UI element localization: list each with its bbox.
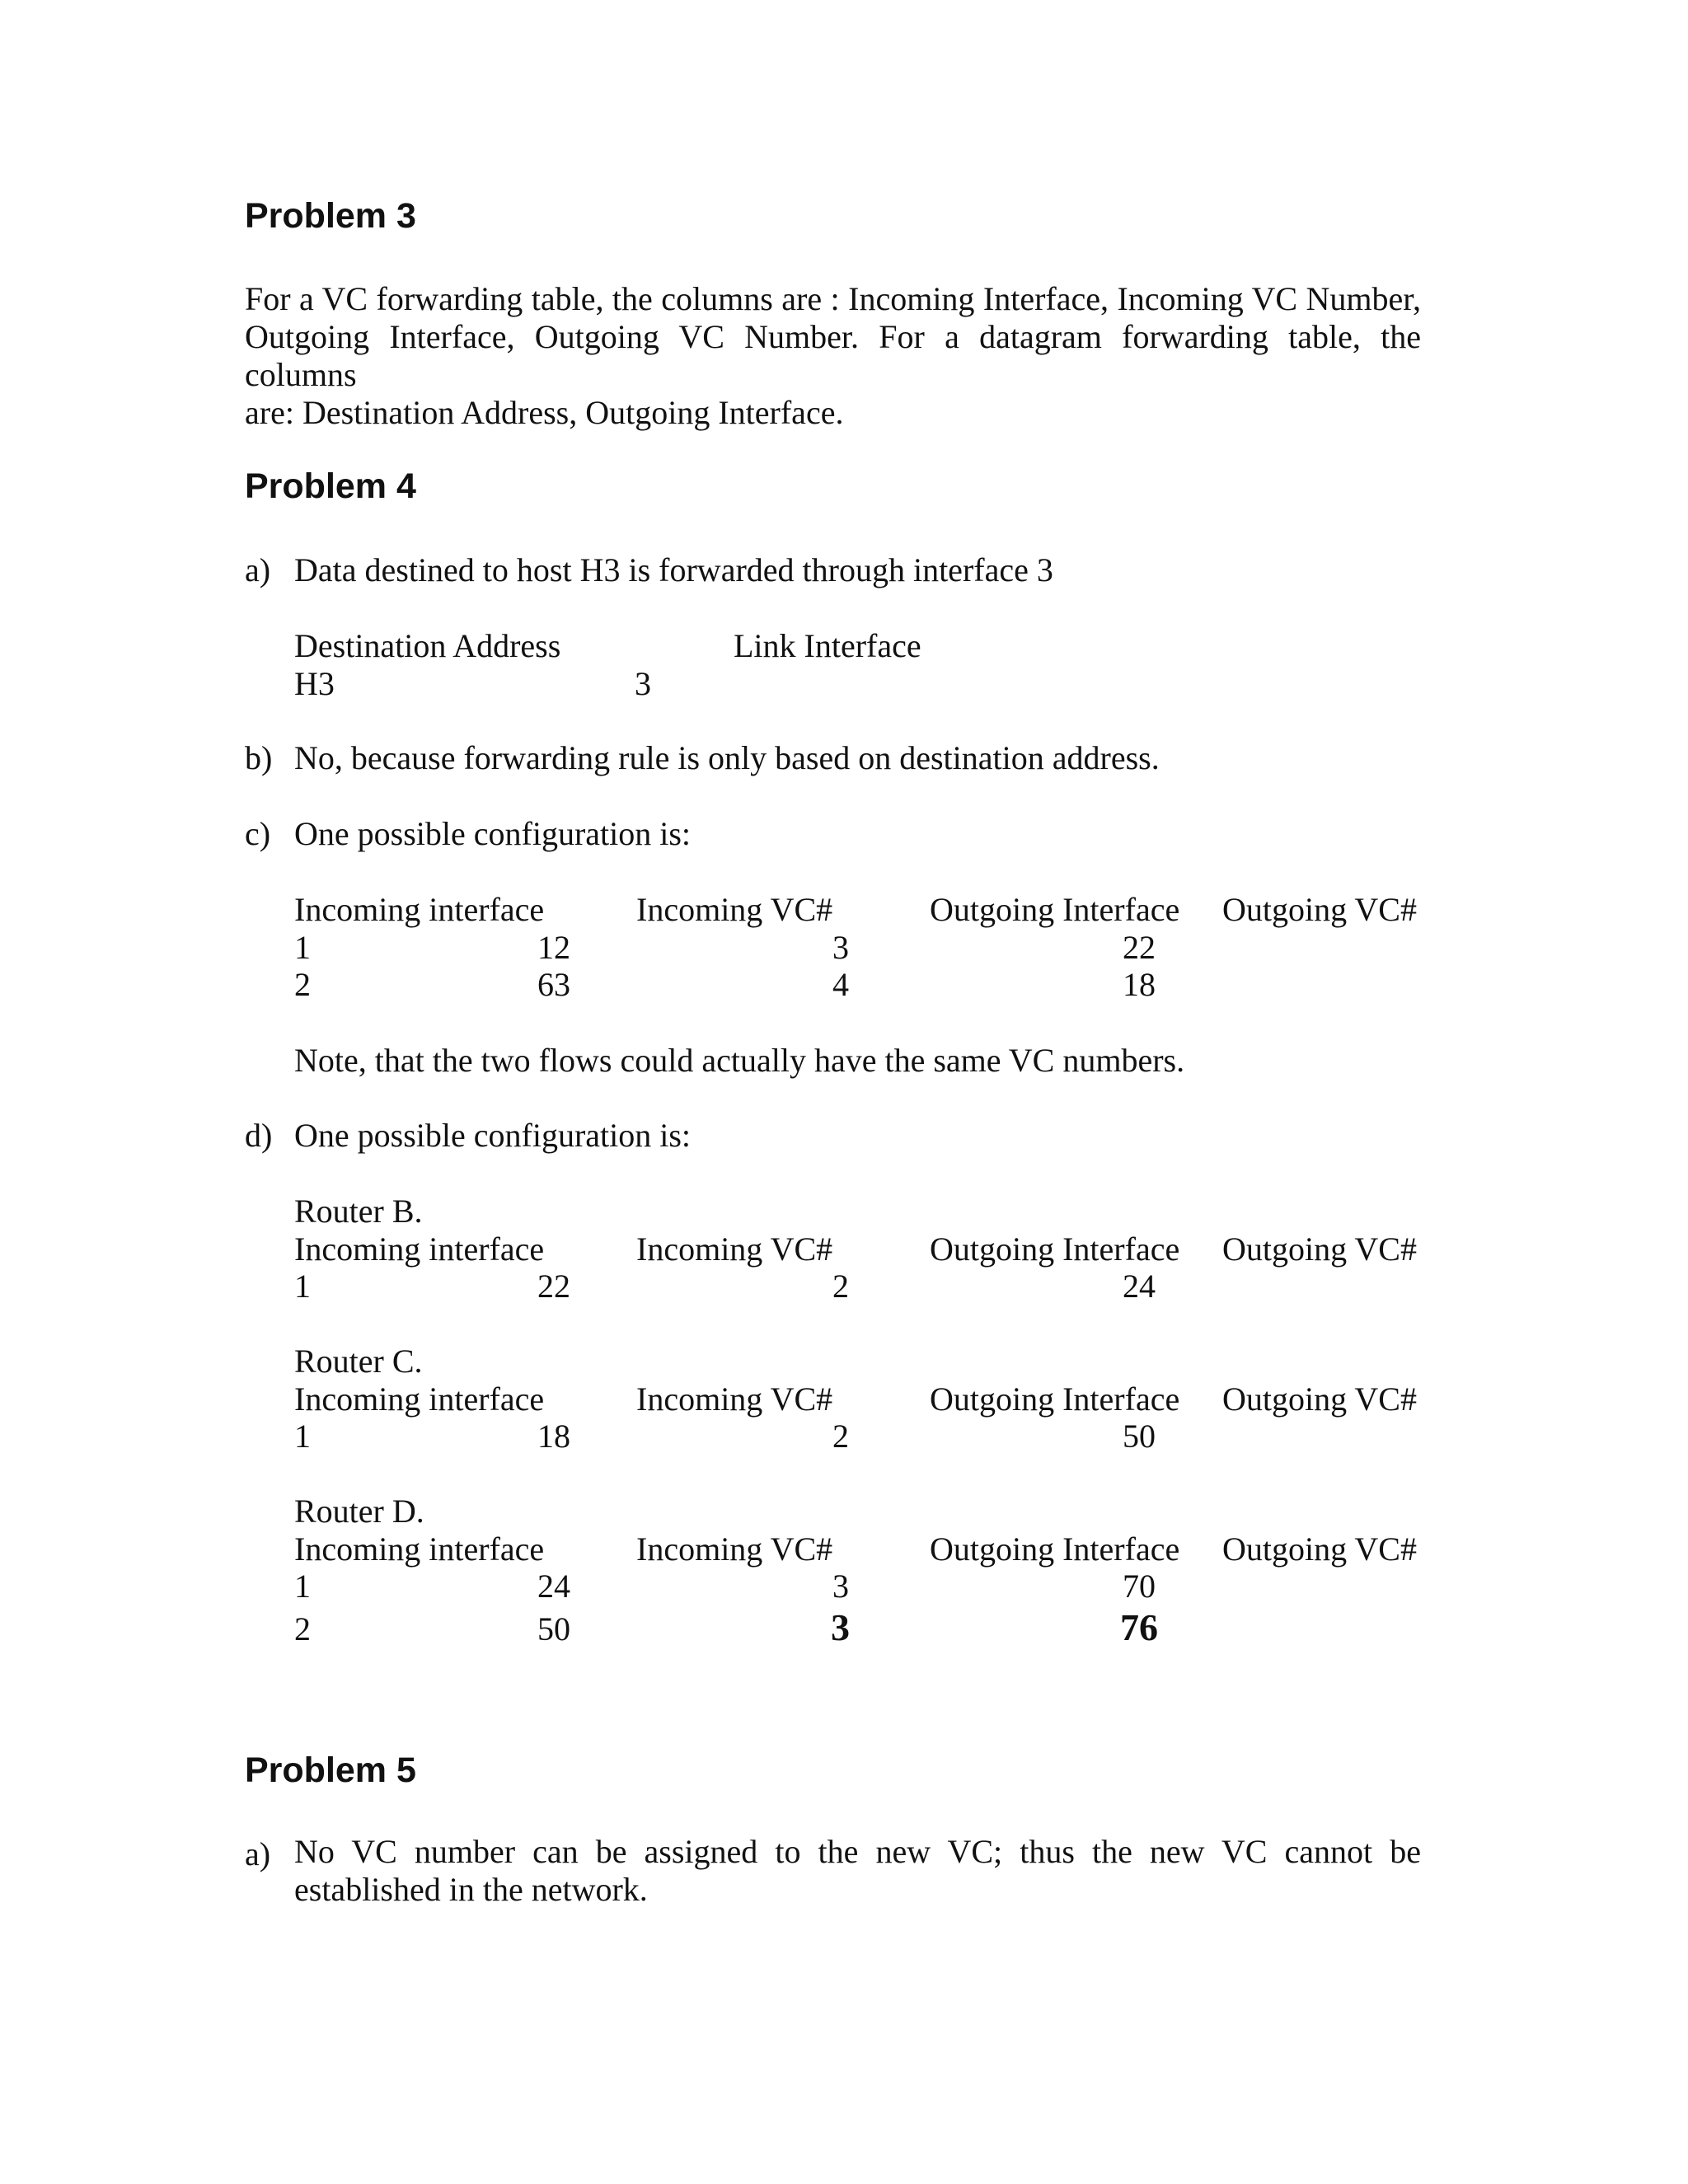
- router-d-row-2-incoming-vc: 50: [537, 1610, 570, 1647]
- router-d-header-incoming-interface: Incoming interface: [294, 1530, 545, 1568]
- router-b-row-1-incoming-vc: 22: [537, 1268, 570, 1305]
- problem-5-item-a-line-1: No VC number can be assigned to the new VC; thus the new VC cannot be: [294, 1833, 1421, 1870]
- link-interface-header: Link Interface: [734, 627, 921, 664]
- router-b-header-incoming-interface: Incoming interface: [294, 1230, 545, 1268]
- router-b-header-outgoing-interface: Outgoing Interface: [930, 1230, 1180, 1268]
- router-d-row-1-outgoing-interface: 3: [832, 1568, 849, 1605]
- item-d-label: d): [245, 1117, 273, 1154]
- router-b-header-incoming-vc: Incoming VC#: [636, 1230, 833, 1268]
- item-d-text: One possible configuration is:: [294, 1117, 692, 1154]
- router-c-title: Router C.: [294, 1343, 423, 1380]
- router-d-header-incoming-vc: Incoming VC#: [636, 1530, 833, 1568]
- router-c-header-incoming-interface: Incoming interface: [294, 1380, 545, 1418]
- problem-5-item-a-paragraph: [294, 1833, 1421, 1909]
- router-d-header-outgoing-vc: Outgoing VC#: [1222, 1530, 1417, 1568]
- problem-3-heading: Problem 3: [245, 196, 416, 236]
- router-d-row-2-outgoing-interface: 3: [831, 1606, 850, 1648]
- problem-3-line-3: are: Destination Address, Outgoing Interface.: [245, 394, 844, 431]
- dest-address-value: H3: [294, 665, 335, 702]
- router-d-row-1-outgoing-vc: 70: [1123, 1568, 1156, 1605]
- c-row-2-incoming-interface: 2: [294, 966, 311, 1003]
- item-b-label: b): [245, 739, 273, 776]
- problem-3-line-2: Outgoing Interface, Outgoing VC Number. For a datagram forwarding table, the columns: [245, 318, 1421, 393]
- c-header-outgoing-interface: Outgoing Interface: [930, 891, 1180, 928]
- problem-4-heading: Problem 4: [245, 466, 416, 506]
- item-c-label: c): [245, 815, 271, 852]
- dest-address-header: Destination Address: [294, 627, 561, 664]
- item-a-label: a): [245, 551, 271, 588]
- c-note: Note, that the two flows could actually have the same VC numbers.: [294, 1042, 1185, 1079]
- router-c-header-outgoing-interface: Outgoing Interface: [930, 1380, 1180, 1418]
- problem-5-item-a-label: a): [245, 1835, 271, 1872]
- item-b-text: No, because forwarding rule is only based on destination address.: [294, 739, 1160, 776]
- router-c-header-outgoing-vc: Outgoing VC#: [1222, 1380, 1417, 1418]
- router-c-row-1-outgoing-interface: 2: [832, 1418, 849, 1455]
- router-c-row-1-incoming-vc: 18: [537, 1418, 570, 1455]
- problem-5-heading: Problem 5: [245, 1750, 416, 1790]
- problem-5-item-a-line-2: established in the network.: [294, 1871, 648, 1908]
- c-row-2-outgoing-vc: 18: [1123, 966, 1156, 1003]
- c-row-2-outgoing-interface: 4: [832, 966, 849, 1003]
- router-d-row-1-incoming-vc: 24: [537, 1568, 570, 1605]
- c-row-1-incoming-vc: 12: [537, 929, 570, 966]
- router-b-row-1-outgoing-vc: 24: [1123, 1268, 1156, 1305]
- c-header-incoming-interface: Incoming interface: [294, 891, 545, 928]
- router-d-title: Router D.: [294, 1493, 424, 1530]
- router-d-row-1-incoming-interface: 1: [294, 1568, 311, 1605]
- c-row-1-outgoing-interface: 3: [832, 929, 849, 966]
- c-row-1-incoming-interface: 1: [294, 929, 311, 966]
- problem-3-paragraph: [245, 280, 1421, 432]
- router-d-row-2-incoming-interface: 2: [294, 1610, 311, 1647]
- link-interface-value: 3: [635, 665, 651, 702]
- c-header-incoming-vc: Incoming VC#: [636, 891, 833, 928]
- router-d-row-2-outgoing-vc: 76: [1120, 1606, 1158, 1648]
- router-b-title: Router B.: [294, 1193, 423, 1230]
- router-c-header-incoming-vc: Incoming VC#: [636, 1380, 833, 1418]
- router-b-header-outgoing-vc: Outgoing VC#: [1222, 1230, 1417, 1268]
- router-c-row-1-incoming-interface: 1: [294, 1418, 311, 1455]
- router-b-row-1-incoming-interface: 1: [294, 1268, 311, 1305]
- router-c-row-1-outgoing-vc: 50: [1123, 1418, 1156, 1455]
- item-a-text: Data destined to host H3 is forwarded through interface 3: [294, 551, 1053, 588]
- item-c-text: One possible configuration is:: [294, 815, 692, 852]
- problem-3-line-1: For a VC forwarding table, the columns are : Incoming Interface, Incoming VC Number,: [245, 280, 1421, 317]
- c-header-outgoing-vc: Outgoing VC#: [1222, 891, 1417, 928]
- c-row-2-incoming-vc: 63: [537, 966, 570, 1003]
- router-d-header-outgoing-interface: Outgoing Interface: [930, 1530, 1180, 1568]
- router-b-row-1-outgoing-interface: 2: [832, 1268, 849, 1305]
- c-row-1-outgoing-vc: 22: [1123, 929, 1156, 966]
